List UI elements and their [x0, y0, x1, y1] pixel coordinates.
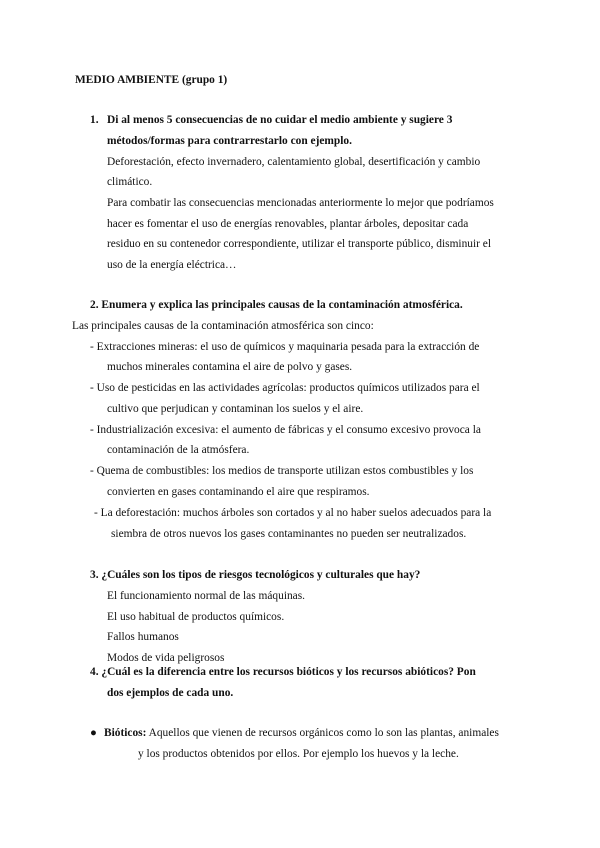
q4-heading-line1: 4. ¿Cuál es la diferencia entre los recursos bióticos y los recursos abióticos? Pon [90, 666, 476, 678]
q1-answer2-line4: uso de la energía eléctrica… [107, 259, 237, 271]
q1-number: 1. [90, 114, 99, 126]
q4-bioticos-line2: y los productos obtenidos por ellos. Por ejemplo los huevos y la leche. [138, 748, 459, 760]
q1-answer2-line2: hacer es fomentar el uso de energías renovables, plantar árboles, depositar cada [107, 218, 469, 230]
q1-answer2-line3: residuo en su contenedor correspondiente, utilizar el transporte público, disminuir el [107, 238, 492, 250]
q4-bioticos-line1 [104, 726, 499, 740]
q1-heading-line1: Di al menos 5 consecuencias de no cuidar el medio ambiente y sugiere 3 [107, 114, 453, 126]
q2-item-3-line1: - Industrialización excesiva: el aumento de fábricas y el consumo excesivo provoca la [90, 424, 481, 436]
q2-item-5-line1: - La deforestación: muchos árboles son cortados y al no haber suelos adecuados para la [94, 507, 492, 519]
bullet-icon: ● [90, 727, 97, 739]
q4-heading-line2: dos ejemplos de cada uno. [107, 687, 234, 699]
q2-item-4-line2: convierten en gases contaminando el aire que respiramos. [107, 486, 370, 498]
q2-item-2-line2: cultivo que perjudican y contaminan los suelos y el aire. [107, 403, 364, 415]
q3-heading: 3. ¿Cuáles son los tipos de riesgos tecnológicos y culturales que hay? [90, 569, 421, 581]
q2-item-1-line2: muchos minerales contamina el aire de polvo y gases. [107, 361, 353, 373]
q2-item-4-line1: - Quema de combustibles: los medios de transporte utilizan estos combustibles y los [90, 465, 474, 477]
q3-answer-2: El uso habitual de productos químicos. [107, 611, 285, 623]
q2-item-2-line1: - Uso de pesticidas en las actividades agrícolas: productos químicos utilizados para el [90, 382, 480, 394]
q2-item-3-line2: contaminación de la atmósfera. [107, 444, 250, 456]
q4-bioticos-label: Bióticos: [104, 727, 147, 739]
q1-answer2-line1: Para combatir las consecuencias mencionadas anteriormente lo mejor que podríamos [107, 197, 494, 209]
q2-heading: 2. Enumera y explica las principales causas de la contaminación atmosférica. [90, 299, 463, 311]
q4-bioticos-text: Aquellos que vienen de recursos orgánicos como lo son las plantas, animales [146, 727, 499, 739]
q2-intro: Las principales causas de la contaminación atmosférica son cinco: [72, 320, 374, 332]
q2-item-1-line1: - Extracciones mineras: el uso de químicos y maquinaria pesada para la extracción de [90, 341, 480, 353]
q3-answer-3: Fallos humanos [107, 631, 179, 643]
q3-answer-1: El funcionamiento normal de las máquinas. [107, 590, 306, 602]
q3-answer-4: Modos de vida peligrosos [107, 652, 225, 664]
q1-answer1-line1: Deforestación, efecto invernadero, calentamiento global, desertificación y cambio [107, 156, 481, 168]
document-title: MEDIO AMBIENTE (grupo 1) [75, 74, 228, 86]
q2-item-5-line2: siembra de otros nuevos los gases contaminantes no pueden ser neutralizados. [111, 528, 467, 540]
q1-answer1-line2: climático. [107, 176, 153, 188]
q1-heading-line2: métodos/formas para contrarrestarlo con ejemplo. [107, 135, 352, 147]
